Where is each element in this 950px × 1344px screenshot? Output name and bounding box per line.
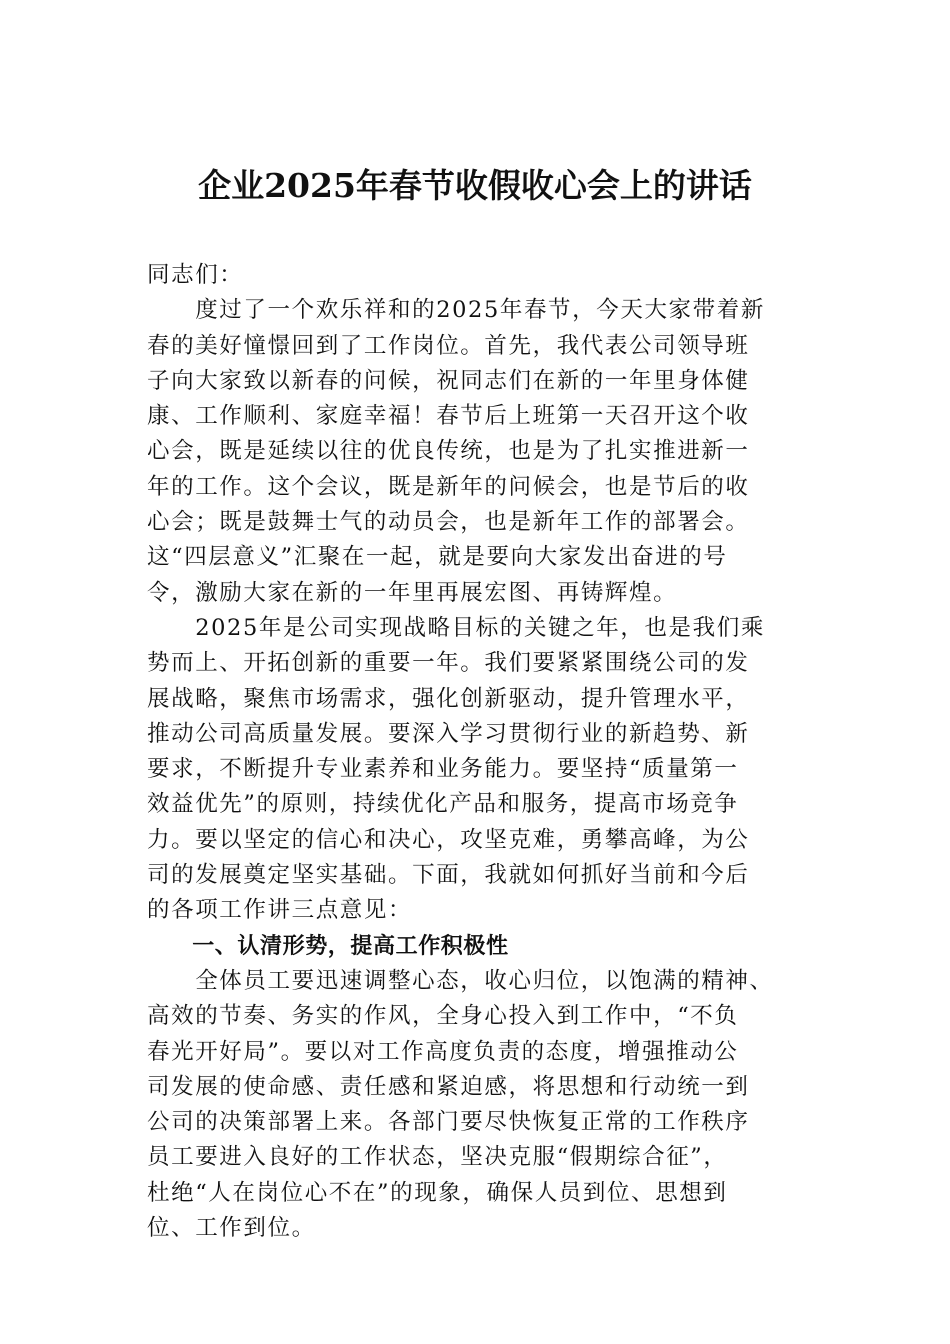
paragraph-line: 司发展的使命感、责任感和紧迫感，将思想和行动统一到 — [147, 1073, 750, 1100]
paragraph-line: 员工要进入良好的工作状态，坚决克服“假期综合征”， — [147, 1144, 728, 1171]
paragraph-line: 令，激励大家在新的一年里再展宏图、再铸辉煌。 — [147, 579, 678, 606]
section-heading: 一、认清形势，提高工作积极性 — [147, 933, 509, 959]
paragraph-line: 力。要以坚定的信心和决心，攻坚克难，勇攀高峰，为公 — [147, 826, 750, 853]
paragraph-line: 度过了一个欢乐祥和的2025年春节，今天大家带着新 — [147, 297, 765, 324]
paragraph-line: 推动公司高质量发展。要深入学习贯彻行业的新趋势、新 — [147, 720, 750, 747]
paragraph-line: 展战略，聚焦市场需求，强化创新驱动，提升管理水平， — [147, 685, 750, 712]
paragraph-line: 位、工作到位。 — [147, 1215, 316, 1242]
paragraph-line: 的各项工作讲三点意见： — [147, 897, 413, 924]
paragraph-line: 心会；既是鼓舞士气的动员会，也是新年工作的部署会。 — [147, 509, 750, 536]
paragraph-line: 势而上、开拓创新的重要一年。我们要紧紧围绕公司的发 — [147, 650, 750, 677]
paragraph-line: 康、工作顺利、家庭幸福！春节后上班第一天召开这个收 — [147, 403, 750, 430]
paragraph-line: 公司的决策部署上来。各部门要尽快恢复正常的工作秩序 — [147, 1109, 750, 1136]
document-title: 企业2025年春节收假收心会上的讲话 — [198, 166, 752, 205]
paragraph-line: 春光开好局”。要以对工作高度负责的态度，增强推动公 — [147, 1038, 739, 1065]
paragraph-line: 子向大家致以新春的问候，祝同志们在新的一年里身体健 — [147, 367, 750, 394]
paragraph-line: 2025年是公司实现战略目标的关键之年，也是我们乘 — [147, 614, 765, 641]
paragraph-line: 司的发展奠定坚实基础。下面，我就如何抓好当前和今后 — [147, 862, 750, 889]
paragraph-line: 杜绝“人在岗位心不在”的现象，确保人员到位、思想到 — [147, 1179, 728, 1206]
paragraph-line: 心会，既是延续以往的优良传统，也是为了扎实推进新一 — [147, 438, 750, 465]
paragraph-line: 年的工作。这个会议，既是新年的问候会，也是节后的收 — [147, 473, 750, 500]
document-body — [147, 258, 827, 1246]
paragraph-line: 高效的节奏、务实的作风，全身心投入到工作中，“不负 — [147, 1003, 739, 1030]
salutation: 同志们： — [147, 262, 244, 288]
paragraph-line: 效益优先”的原则，持续优化产品和服务，提高市场竞争 — [147, 791, 739, 818]
paragraph-line: 春的美好憧憬回到了工作岗位。首先，我代表公司领导班 — [147, 332, 750, 359]
paragraph-line: 全体员工要迅速调整心态，收心归位，以饱满的精神、 — [147, 967, 774, 994]
paragraph-line: 要求，不断提升专业素养和业务能力。要坚持“质量第一 — [147, 756, 739, 783]
paragraph-line: 这“四层意义”汇聚在一起，就是要向大家发出奋进的号 — [147, 544, 728, 571]
